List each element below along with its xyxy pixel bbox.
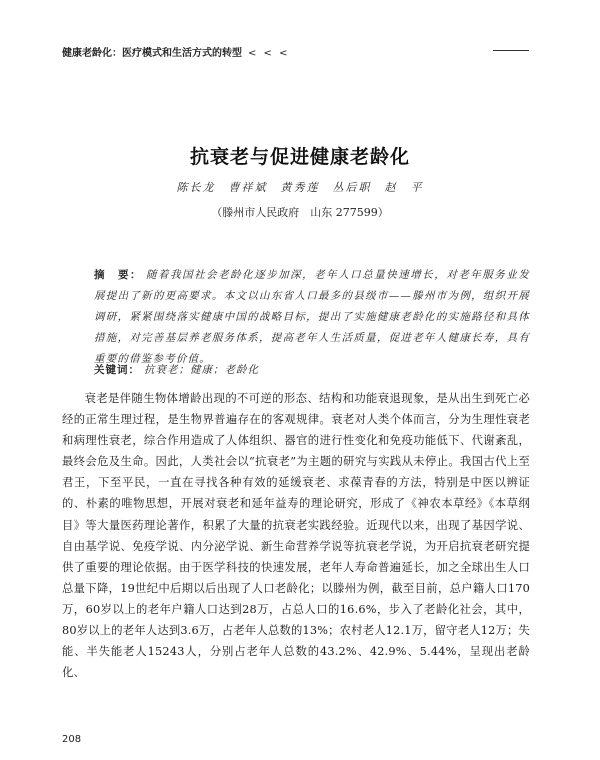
article-affiliation: （滕州市人民政府 山东 277599） xyxy=(211,206,389,219)
article-title: 抗衰老与促进健康老龄化 xyxy=(189,146,410,168)
header-marks: < < < xyxy=(248,48,290,59)
header-rule xyxy=(493,50,529,51)
article-authors: 陈长龙 曹祥斌 黄秀莲 丛后职 赵 平 xyxy=(176,181,424,194)
abstract-label: 摘 要： xyxy=(94,269,143,281)
abstract-text: 随着我国社会老龄化逐步加深，老年人口总量快速增长，对老年服务业发展提出了新的更高要求。本文以山东省人口最多的县级市——滕州市为例，组织开展调研，紧紧围绕落实健康中国的战略目标，提出了实施健康老龄化的实施路径和具体措施，对完善基层养老服务体系，提高老年人生活质量，促进老年人健康长寿，具有重要的借鉴参考价值。 xyxy=(94,269,530,365)
keywords-label: 关键词： xyxy=(94,364,140,376)
abstract xyxy=(94,265,530,370)
keywords-text: 抗衰老；健康；老龄化 xyxy=(144,364,259,376)
body-paragraph: 衰老是伴随生物体增龄出现的不可逆的形态、结构和功能衰退现象，是从出生到死亡必经的正常生理过程，是生物界普遍存在的客观规律。衰老对人类个体而言，分为生理性衰老和病理性衰老，综合作用造成了人体组织、器官的进行性变化和免疫功能低下、代谢紊乱，最终会危及生命。因此，人类社会以“抗衰老”为主题的研究与实践从未停止。我国古代上至君王，下至平民，一直在寻找各种有效的延缓衰老、求葆青春的方法，特别是中医以辨证的、朴素的唯物思想，开展对衰老和延年益寿的理论研究，形成了《神农本草经》《本草纲目》等大量医药理论著作，积累了大量的抗衰老实践经验。近现代以来，出现了基因学说、自由基学说、免疫学说、内分泌学说、新生命营养学说等抗衰老学说，为开启抗衰老研究提供了重要的理论依据。由于医学科技的快速发展，老年人寿命普遍延长，加之全球出生人口总量下降，19世纪中后期以后出现了人口老龄化；以滕州为例，截至目前，总户籍人口170万，60岁以上的老年户籍人口达到28万，占总人口的16.6%，步入了老龄化社会，其中，80岁以上的老年人达到3.6万，占老年人总数的13%；农村老人12.1万，留守老人12万；失能、半失能老人15243人，分别占老年人总数的43.2%、42.9%、5.44%，呈现出老龄化、 xyxy=(62,392,530,680)
page-number: 208 xyxy=(62,734,82,745)
running-title: 健康老龄化：医疗模式和生活方式的转型 xyxy=(62,48,242,59)
keywords xyxy=(94,362,530,377)
running-header xyxy=(62,44,532,59)
